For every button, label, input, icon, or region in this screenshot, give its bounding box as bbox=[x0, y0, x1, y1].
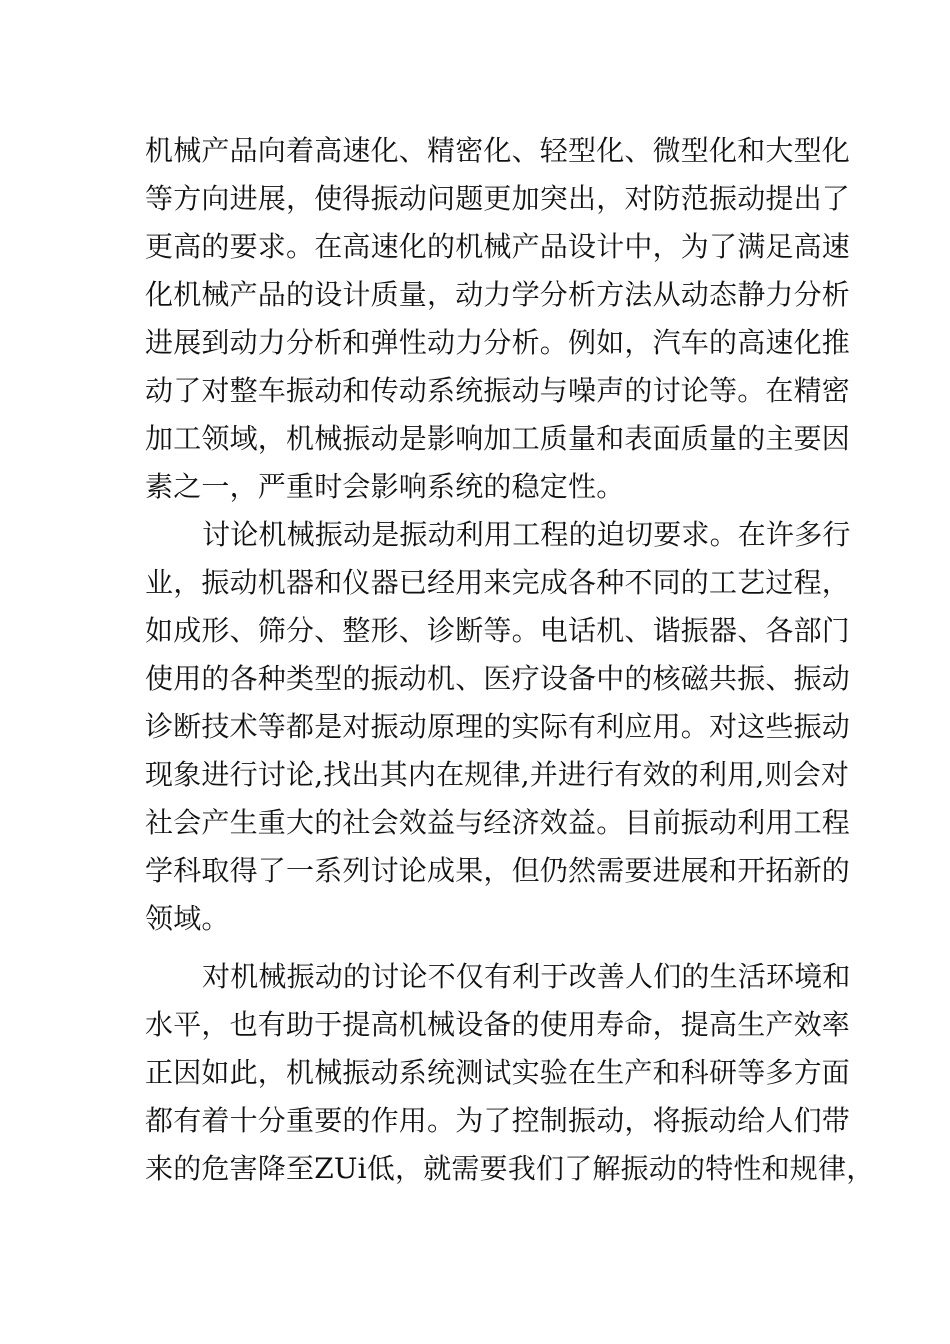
paragraph-line: 加工领域，机械振动是影响加工质量和表面质量的主要因 bbox=[145, 422, 851, 455]
paragraph-line: 诊断技术等都是对振动原理的实际有利应用。对这些振动 bbox=[145, 710, 851, 743]
paragraph-line: 对机械振动的讨论不仅有利于改善人们的生活环境和 bbox=[202, 960, 851, 993]
paragraph-line: 社会产生重大的社会效益与经济效益。目前振动利用工程 bbox=[145, 806, 851, 839]
paragraph-line: 来的危害降至ZUi低，就需要我们了解振动的特性和规律， bbox=[145, 1152, 875, 1185]
paragraph-line: 动了对整车振动和传动系统振动与噪声的讨论等。在精密 bbox=[145, 374, 851, 407]
document-body bbox=[145, 127, 875, 1193]
paragraph-line: 业，振动机器和仪器已经用来完成各种不同的工艺过程， bbox=[145, 566, 851, 599]
paragraph-3 bbox=[145, 953, 875, 1193]
paragraph-line: 讨论机械振动是振动利用工程的迫切要求。在许多行 bbox=[202, 518, 851, 551]
paragraph-line: 现象进行讨论,找出其内在规律,并进行有效的利用,则会对 bbox=[145, 758, 850, 791]
paragraph-line: 学科取得了一系列讨论成果，但仍然需要进展和开拓新的 bbox=[145, 854, 851, 887]
paragraph-line: 素之一，严重时会影响系统的稳定性。 bbox=[145, 470, 625, 503]
paragraph-line: 都有着十分重要的作用。为了控制振动，将振动给人们带 bbox=[145, 1104, 851, 1137]
paragraph-line: 等方向进展，使得振动问题更加突出，对防范振动提出了 bbox=[145, 182, 851, 215]
paragraph-line: 正因如此，机械振动系统测试实验在生产和科研等多方面 bbox=[145, 1056, 851, 1089]
paragraph-line: 机械产品向着高速化、精密化、轻型化、微型化和大型化 bbox=[145, 134, 851, 167]
paragraph-line: 水平，也有助于提高机械设备的使用寿命，提高生产效率 bbox=[145, 1008, 851, 1041]
paragraph-line: 领域。 bbox=[145, 902, 230, 935]
paragraph-spacer bbox=[145, 943, 810, 953]
paragraph-1 bbox=[145, 127, 851, 511]
paragraph-line: 化机械产品的设计质量，动力学分析方法从动态静力分析 bbox=[145, 278, 851, 311]
paragraph-2 bbox=[145, 511, 851, 943]
paragraph-line: 进展到动力分析和弹性动力分析。例如，汽车的高速化推 bbox=[145, 326, 851, 359]
paragraph-line: 如成形、筛分、整形、诊断等。电话机、谐振器、各部门 bbox=[145, 614, 851, 647]
paragraph-line: 更高的要求。在高速化的机械产品设计中，为了满足高速 bbox=[145, 230, 851, 263]
paragraph-line: 使用的各种类型的振动机、医疗设备中的核磁共振、振动 bbox=[145, 662, 851, 695]
